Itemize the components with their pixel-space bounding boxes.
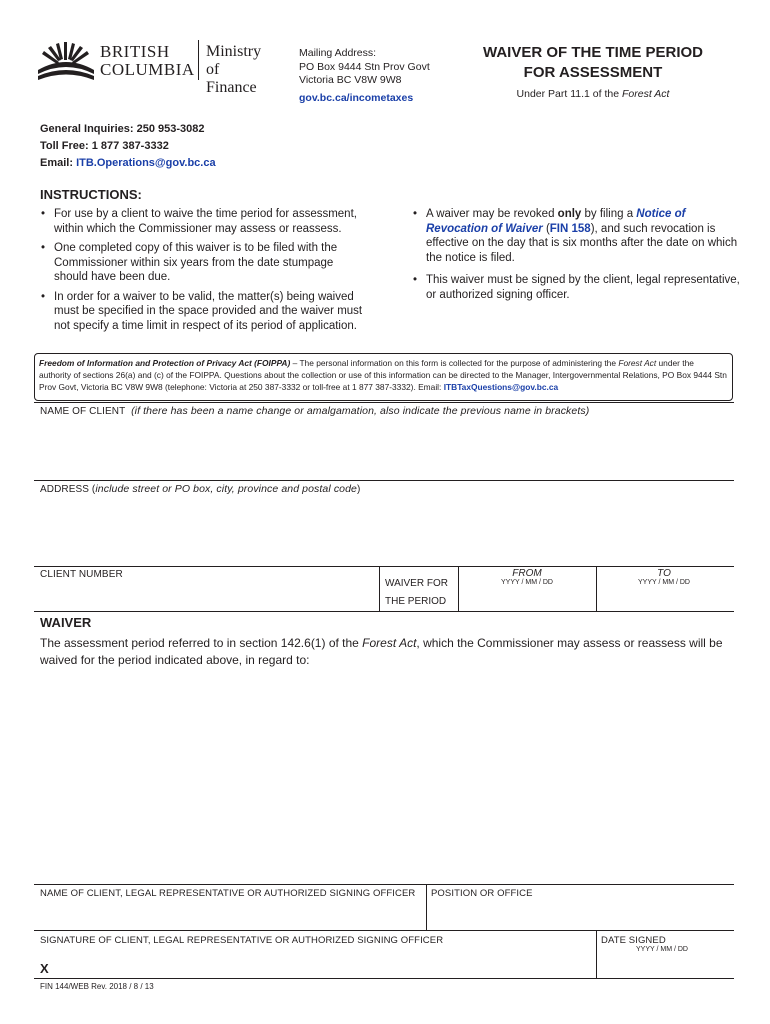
mailing-line1: PO Box 9444 Stn Prov Govt [299, 60, 430, 73]
foippa-notice: Freedom of Information and Protection of Privacy Act (FOIPPA) – The personal information on this form is collected for the purpose of administering the Forest Act under the authority of sections 26(a) and (c) of the FOIPPA. Questions about the collection or use of this information can be directed to the Manager, Intergovernmental Relations, PO Box 9444 Stn Prov Govt, Victoria BC V8W 9W8 (telephone: Victoria at 250 387-3332 or toll-free at 1 877 387-3332). Email: ITBTaxQuestions@gov.bc.ca [34, 353, 733, 401]
title-subtitle: Under Part 11.1 of the Forest Act [516, 88, 670, 100]
period-from [459, 568, 595, 586]
contact-info [40, 121, 216, 172]
client-number-input[interactable] [40, 585, 374, 607]
mailing-label: Mailing Address: [299, 47, 377, 59]
mailing-line2: Victoria BC V8W 9W8 [299, 74, 402, 86]
title-line1: WAIVER OF THE TIME PERIOD [482, 44, 703, 61]
form-id: FIN 144/WEB Rev. 2018 / 8 / 13 [40, 982, 154, 991]
general-inquiries: General Inquiries: 250 953-3082 [40, 123, 205, 135]
from-date-format: YYYY / MM / DD [501, 579, 553, 586]
logo-finance: Finance [206, 79, 257, 96]
bc-logo [36, 38, 276, 96]
signature-x-mark: X [40, 961, 49, 976]
logo-british: BRITISH [100, 42, 170, 61]
client-number-label: CLIENT NUMBER [40, 569, 123, 580]
address-input[interactable] [40, 498, 732, 564]
position-label: POSITION OR OFFICE [431, 888, 533, 899]
contact-email: Email: ITB.Operations@gov.bc.ca [40, 157, 216, 169]
title-line2: FOR ASSESSMENT [523, 64, 663, 81]
contact-email-link[interactable]: ITB.Operations@gov.bc.ca [76, 157, 216, 169]
period-from-input[interactable] [470, 590, 589, 608]
to-label: TO [657, 568, 671, 579]
waiver-text: The assessment period referred to in section 142.6(1) of the Forest Act, which the Commissioner may assess or reassess will be waived for the period indicated above, in regard to: [40, 636, 723, 667]
instructions-right [412, 207, 742, 307]
instruction-item: • This waiver must be signed by the client, legal representative, or authorized signing officer. [412, 273, 742, 302]
name-of-client-label: NAME OF CLIENT (if there has been a name change or amalgamation, also indicate the previous name in brackets) [40, 405, 590, 417]
signer-name-label: NAME OF CLIENT, LEGAL REPRESENTATIVE OR AUTHORIZED SIGNING OFFICER [40, 888, 416, 899]
name-of-client-input[interactable] [40, 420, 732, 480]
instruction-item: • For use by a client to waive the time period for assessment, within which the Commissioner may assess or reassess. [40, 207, 370, 236]
period-to [597, 568, 731, 586]
foippa-email-link[interactable]: ITBTaxQuestions@gov.bc.ca [443, 382, 559, 392]
mailing-address [299, 47, 430, 105]
waiver-heading: WAIVER [40, 615, 92, 630]
signer-name-input[interactable] [40, 905, 422, 927]
instruction-item: • In order for a waiver to be valid, the matter(s) being waived must be specified in the space provided and the waiver must not specify a time limit in respect of its period of application. [40, 290, 370, 334]
instructions-heading: INSTRUCTIONS: [40, 187, 142, 202]
website-link[interactable]: gov.bc.ca/incometaxes [299, 91, 414, 104]
date-signed-input[interactable] [606, 958, 728, 976]
toll-free: Toll Free: 1 877 387-3332 [40, 140, 169, 152]
waiver-matters-input[interactable] [40, 675, 732, 879]
instruction-item: • One completed copy of this waiver is to be filed with the Commissioner within six years from the date stumpage should have been due. [40, 241, 370, 285]
logo-columbia: COLUMBIA [100, 60, 195, 79]
form-title [458, 43, 728, 100]
to-date-format: YYYY / MM / DD [638, 579, 690, 586]
date-signed-format: YYYY / MM / DD [636, 946, 688, 953]
instructions-left [40, 207, 370, 338]
logo-ministry: Ministry of [206, 43, 262, 78]
position-input[interactable] [431, 905, 731, 927]
address-label: ADDRESS (include street or PO box, city, province and postal code) [40, 483, 361, 495]
fin-158-link[interactable]: FIN 158 [549, 222, 591, 235]
period-to-input[interactable] [607, 590, 726, 608]
from-label: FROM [512, 568, 542, 579]
waiver-for-period-label: WAIVER FOR THE PERIOD [385, 578, 448, 607]
instruction-item-revocation: • A waiver may be revoked only by filing a Notice of Revocation of Waiver (FIN 158), and such revocation is effective on the day that is six months after the date on which the notice is filed. [412, 207, 742, 265]
notice-of-revocation-link[interactable]: Notice of Revocation of Waiver [426, 208, 686, 235]
date-signed-label: DATE SIGNED [601, 935, 666, 946]
signature-label: SIGNATURE OF CLIENT, LEGAL REPRESENTATIVE OR AUTHORIZED SIGNING OFFICER [40, 935, 444, 946]
bc-sun-emblem-icon [36, 40, 96, 84]
signature-area[interactable] [58, 950, 588, 976]
